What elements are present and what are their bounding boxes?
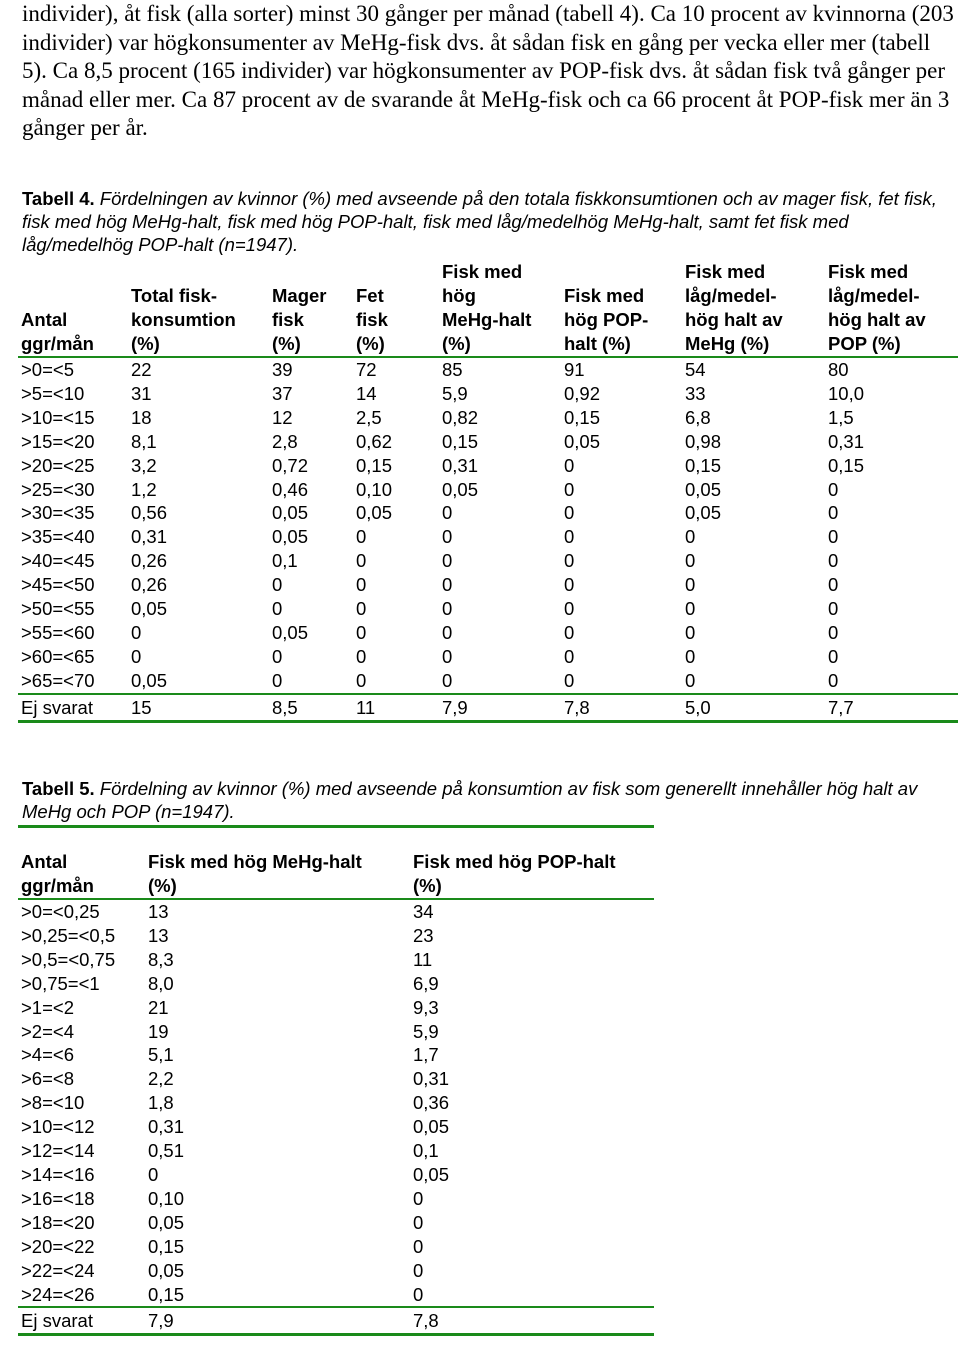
table4-header-line: Antal bbox=[21, 309, 68, 330]
table-row bbox=[18, 1235, 654, 1259]
value-cell: 5,9 bbox=[413, 1020, 439, 1042]
value-cell: 6,8 bbox=[685, 406, 711, 428]
value-cell: 0,05 bbox=[131, 669, 168, 691]
table4-header-line: Total fisk- bbox=[131, 285, 217, 306]
value-cell: 0,15 bbox=[148, 1235, 185, 1257]
table4-header-line: POP (%) bbox=[828, 333, 901, 354]
table-4 bbox=[18, 260, 958, 723]
value-cell: 1,2 bbox=[131, 478, 157, 500]
table-row bbox=[18, 924, 654, 948]
table4-header-line: hög bbox=[442, 285, 476, 306]
row-label-cell: >0=<0,25 bbox=[21, 901, 100, 922]
table4-header-row bbox=[18, 260, 958, 357]
table5-header-col-1 bbox=[145, 850, 410, 899]
value-cell: 0 bbox=[685, 598, 696, 620]
table4-header-line: Fisk med bbox=[828, 261, 909, 282]
value-cell: 11 bbox=[413, 948, 433, 970]
table-row bbox=[18, 1163, 654, 1187]
value-cell: 2,8 bbox=[272, 430, 298, 452]
table4-header-col-4 bbox=[439, 260, 561, 357]
value-cell: 0 bbox=[564, 574, 575, 596]
value-cell: 22 bbox=[131, 359, 152, 380]
value-cell: 12 bbox=[272, 406, 293, 428]
value-cell: 0,05 bbox=[272, 502, 309, 524]
value-cell: 0 bbox=[131, 645, 142, 667]
value-cell: 0 bbox=[413, 1187, 424, 1209]
row-label-cell: >20=<22 bbox=[21, 1235, 95, 1257]
value-cell: 5,1 bbox=[148, 1044, 174, 1066]
value-cell: 0 bbox=[564, 598, 575, 620]
row-label-cell: >10=<15 bbox=[21, 406, 95, 428]
value-cell: 0,05 bbox=[413, 1163, 450, 1185]
table-row bbox=[18, 1259, 654, 1283]
row-label-cell: >10=<12 bbox=[21, 1116, 95, 1138]
row-label-cell: >8=<10 bbox=[21, 1092, 85, 1114]
value-cell: 0,46 bbox=[272, 478, 309, 500]
value-cell: 14 bbox=[356, 382, 377, 404]
table4-header-line: Fisk med bbox=[442, 261, 523, 282]
table4-header-line: låg/medel- bbox=[828, 285, 920, 306]
table-row bbox=[18, 573, 958, 597]
table4-label: Tabell 4. bbox=[22, 188, 95, 209]
value-cell: 1,7 bbox=[413, 1044, 439, 1066]
table-row bbox=[18, 1211, 654, 1235]
value-cell: 0,31 bbox=[442, 454, 479, 476]
table-row bbox=[18, 899, 654, 924]
table4-header-line: hög POP- bbox=[564, 309, 649, 330]
table-row bbox=[18, 406, 958, 430]
value-cell: 0 bbox=[564, 526, 575, 548]
value-cell: 0 bbox=[685, 669, 696, 691]
value-cell: 0 bbox=[272, 574, 283, 596]
value-cell: 0 bbox=[564, 454, 575, 476]
value-cell: 0 bbox=[828, 526, 839, 548]
value-cell: 72 bbox=[356, 359, 377, 380]
value-cell: 0 bbox=[148, 1163, 159, 1185]
row-label-cell: >20=<25 bbox=[21, 454, 95, 476]
row-label-cell: >25=<30 bbox=[21, 478, 95, 500]
table5-header-line: (%) bbox=[413, 875, 442, 896]
value-cell: 0 bbox=[828, 669, 839, 691]
value-cell: 85 bbox=[442, 359, 463, 380]
table4-header-line: ggr/mån bbox=[21, 333, 94, 354]
table4-header-col-6 bbox=[682, 260, 825, 357]
value-cell: 0,15 bbox=[148, 1283, 185, 1305]
value-cell: 0 bbox=[356, 550, 367, 572]
table-row bbox=[18, 1115, 654, 1139]
row-label-cell: >2=<4 bbox=[21, 1020, 74, 1042]
table5-header-line: Fisk med hög MeHg-halt bbox=[148, 851, 362, 872]
value-cell: 0,05 bbox=[564, 430, 601, 452]
table4-header-line: MeHg (%) bbox=[685, 333, 770, 354]
value-cell: 18 bbox=[131, 406, 152, 428]
value-cell: 0 bbox=[442, 598, 453, 620]
table4-header-col-5 bbox=[561, 260, 682, 357]
value-cell: 0,31 bbox=[828, 430, 865, 452]
value-cell: 0 bbox=[685, 621, 696, 643]
value-cell: 0,05 bbox=[148, 1211, 185, 1233]
value-cell: 0,36 bbox=[413, 1092, 450, 1114]
row-label-cell: >0,5=<0,75 bbox=[21, 948, 116, 970]
value-cell: 0 bbox=[442, 621, 453, 643]
value-cell: 0 bbox=[442, 645, 453, 667]
value-cell: 9,3 bbox=[413, 996, 439, 1018]
value-cell: 0 bbox=[356, 645, 367, 667]
value-cell: 0 bbox=[272, 598, 283, 620]
value-cell: 0 bbox=[413, 1211, 424, 1233]
value-cell: 3,2 bbox=[131, 454, 157, 476]
value-cell: 0 bbox=[356, 621, 367, 643]
row-label-cell: >5=<10 bbox=[21, 382, 85, 404]
value-cell: 0 bbox=[356, 669, 367, 691]
table4-header-line: Mager bbox=[272, 285, 327, 306]
value-cell: 0,31 bbox=[148, 1116, 185, 1138]
value-cell: 0 bbox=[356, 526, 367, 548]
table4-header-line: konsumtion bbox=[131, 309, 236, 330]
value-cell: 0,05 bbox=[442, 478, 479, 500]
intro-paragraph bbox=[22, 0, 957, 143]
table-row bbox=[18, 501, 958, 525]
value-cell: 0,05 bbox=[148, 1259, 185, 1281]
row-label-cell: >50=<55 bbox=[21, 598, 95, 620]
value-cell: 0 bbox=[442, 574, 453, 596]
value-cell: 0 bbox=[685, 645, 696, 667]
value-cell: 0 bbox=[685, 526, 696, 548]
table4-header-line: MeHg-halt bbox=[442, 309, 532, 330]
value-cell: 2,5 bbox=[356, 406, 382, 428]
value-cell: 8,3 bbox=[148, 948, 174, 970]
row-label-cell: >35=<40 bbox=[21, 526, 95, 548]
value-cell: 7,9 bbox=[439, 694, 561, 721]
value-cell: 7,9 bbox=[145, 1307, 410, 1334]
value-cell: 0,15 bbox=[442, 430, 479, 452]
value-cell: 0,51 bbox=[148, 1140, 185, 1162]
table5-top-rule bbox=[18, 825, 654, 828]
row-label-cell: >65=<70 bbox=[21, 669, 95, 691]
value-cell: 0 bbox=[272, 645, 283, 667]
value-cell: 8,1 bbox=[131, 430, 157, 452]
value-cell: 13 bbox=[148, 901, 169, 922]
row-label-cell: >40=<45 bbox=[21, 550, 95, 572]
table4-header-col-1 bbox=[128, 260, 269, 357]
value-cell: 5,0 bbox=[682, 694, 825, 721]
value-cell: 0 bbox=[828, 621, 839, 643]
value-cell: 0 bbox=[413, 1235, 424, 1257]
value-cell: 1,8 bbox=[148, 1092, 174, 1114]
row-label-cell: Ej svarat bbox=[18, 694, 128, 721]
table-row bbox=[18, 597, 958, 621]
table5-label: Tabell 5. bbox=[22, 778, 95, 799]
value-cell: 0,05 bbox=[685, 478, 722, 500]
value-cell: 34 bbox=[413, 901, 434, 922]
value-cell: 0 bbox=[442, 526, 453, 548]
table4-body bbox=[18, 357, 958, 721]
value-cell: 0 bbox=[442, 550, 453, 572]
row-label-cell: >1=<2 bbox=[21, 996, 74, 1018]
table-row bbox=[18, 1283, 654, 1308]
table5-header-col-0 bbox=[18, 850, 145, 899]
table-row bbox=[18, 996, 654, 1020]
value-cell: 21 bbox=[148, 996, 169, 1018]
table4-header-line: fisk bbox=[356, 309, 388, 330]
value-cell: 0,56 bbox=[131, 502, 168, 524]
table-row bbox=[18, 525, 958, 549]
value-cell: 0,31 bbox=[131, 526, 168, 548]
table-row-no-answer bbox=[18, 1307, 654, 1334]
value-cell: 0 bbox=[564, 550, 575, 572]
table4-header-line: låg/medel- bbox=[685, 285, 777, 306]
row-label-cell: >0,25=<0,5 bbox=[21, 924, 116, 946]
table4-header-line: Fisk med bbox=[685, 261, 766, 282]
table4-caption-text: Fördelningen av kvinnor (%) med avseende på den totala fiskkonsumtionen och av mager fisk, fet fisk, fisk med hög MeHg-halt, fisk med hög POP-halt, fisk med låg/medelhög MeHg-halt, samt fet fisk med låg/medelhög POP-halt (n=1947). bbox=[22, 188, 937, 255]
value-cell: 0 bbox=[131, 621, 142, 643]
row-label-cell: >12=<14 bbox=[21, 1140, 95, 1162]
value-cell: 7,8 bbox=[410, 1307, 654, 1334]
table-row bbox=[18, 948, 654, 972]
value-cell: 0,10 bbox=[356, 478, 393, 500]
table-row bbox=[18, 357, 958, 382]
table-row bbox=[18, 1067, 654, 1091]
value-cell: 0 bbox=[564, 502, 575, 524]
value-cell: 0 bbox=[564, 645, 575, 667]
table4-header-line: Fisk med bbox=[564, 285, 645, 306]
row-label-cell: >24=<26 bbox=[21, 1283, 95, 1305]
table-row bbox=[18, 478, 958, 502]
table5-header-row bbox=[18, 850, 654, 899]
table-row bbox=[18, 669, 958, 694]
table5-caption bbox=[22, 777, 957, 823]
table5-header-line: Fisk med hög POP-halt bbox=[413, 851, 616, 872]
value-cell: 8,5 bbox=[269, 694, 353, 721]
table4-header-line: halt (%) bbox=[564, 333, 631, 354]
value-cell: 0,62 bbox=[356, 430, 393, 452]
value-cell: 1,5 bbox=[828, 406, 854, 428]
value-cell: 0,15 bbox=[564, 406, 601, 428]
value-cell: 33 bbox=[685, 382, 706, 404]
value-cell: 15 bbox=[128, 694, 269, 721]
table-row bbox=[18, 972, 654, 996]
value-cell: 0,82 bbox=[442, 406, 479, 428]
row-label-cell: >4=<6 bbox=[21, 1044, 74, 1066]
table4-header-col-2 bbox=[269, 260, 353, 357]
table5-header-col-2 bbox=[410, 850, 654, 899]
row-label-cell: >0,75=<1 bbox=[21, 972, 100, 994]
table4-header-line: (%) bbox=[131, 333, 160, 354]
value-cell: 2,2 bbox=[148, 1068, 174, 1090]
value-cell: 0,1 bbox=[413, 1140, 439, 1162]
intro-text: individer), åt fisk (alla sorter) minst 30 gånger per månad (tabell 4). Ca 10 procent av kvinnorna (203 individer) var högkonsumenter av MeHg-fisk dvs. åt sådan fisk en gång per vecka eller mer (tabell 5). Ca 8,5 procent (165 individer) var högkonsumenter av POP-fisk dvs. åt sådan fisk två gånger per månad eller mer. Ca 87 procent av de svarande åt MeHg-fisk och ca 66 procent åt POP-fisk mer än 3 gånger per år. bbox=[22, 1, 954, 141]
table4-caption bbox=[22, 187, 957, 256]
table-row bbox=[18, 1139, 654, 1163]
table4-header-col-0 bbox=[18, 260, 128, 357]
value-cell: 0,92 bbox=[564, 382, 601, 404]
table4-header-line: hög halt av bbox=[828, 309, 926, 330]
value-cell: 11 bbox=[353, 694, 439, 721]
value-cell: 0 bbox=[828, 550, 839, 572]
table4-header-line: (%) bbox=[442, 333, 471, 354]
row-label-cell: Ej svarat bbox=[18, 1307, 145, 1334]
table-row bbox=[18, 430, 958, 454]
table-row bbox=[18, 1187, 654, 1211]
row-label-cell: >22=<24 bbox=[21, 1259, 95, 1281]
value-cell: 0 bbox=[413, 1259, 424, 1281]
value-cell: 23 bbox=[413, 924, 434, 946]
value-cell: 0,31 bbox=[413, 1068, 450, 1090]
value-cell: 0,15 bbox=[828, 454, 865, 476]
value-cell: 0 bbox=[828, 502, 839, 524]
value-cell: 0 bbox=[442, 502, 453, 524]
table-row bbox=[18, 454, 958, 478]
value-cell: 5,9 bbox=[442, 382, 468, 404]
table-row bbox=[18, 1043, 654, 1067]
value-cell: 19 bbox=[148, 1020, 169, 1042]
table4-header-line: (%) bbox=[356, 333, 385, 354]
value-cell: 0 bbox=[442, 669, 453, 691]
table-row bbox=[18, 1020, 654, 1044]
value-cell: 0 bbox=[356, 574, 367, 596]
table-row bbox=[18, 549, 958, 573]
value-cell: 0 bbox=[828, 598, 839, 620]
table4-header-col-7 bbox=[825, 260, 958, 357]
value-cell: 13 bbox=[148, 924, 169, 946]
value-cell: 37 bbox=[272, 382, 293, 404]
table5-header-line: Antal bbox=[21, 851, 68, 872]
value-cell: 54 bbox=[685, 359, 706, 380]
value-cell: 7,7 bbox=[825, 694, 958, 721]
row-label-cell: >55=<60 bbox=[21, 621, 95, 643]
table5-body bbox=[18, 899, 654, 1335]
value-cell: 31 bbox=[131, 382, 152, 404]
row-label-cell: >14=<16 bbox=[21, 1163, 95, 1185]
value-cell: 0,15 bbox=[356, 454, 393, 476]
table4-header-col-3 bbox=[353, 260, 439, 357]
table5-caption-text: Fördelning av kvinnor (%) med avseende på konsumtion av fisk som generellt innehåller hög halt av MeHg och POP (n=1947). bbox=[22, 778, 918, 822]
value-cell: 39 bbox=[272, 359, 293, 380]
table-row bbox=[18, 645, 958, 669]
value-cell: 0 bbox=[564, 478, 575, 500]
value-cell: 80 bbox=[828, 359, 849, 380]
row-label-cell: >45=<50 bbox=[21, 574, 95, 596]
value-cell: 0 bbox=[828, 478, 839, 500]
value-cell: 0,26 bbox=[131, 550, 168, 572]
value-cell: 0 bbox=[272, 669, 283, 691]
value-cell: 0 bbox=[685, 574, 696, 596]
table4-header-line: fisk bbox=[272, 309, 304, 330]
value-cell: 8,0 bbox=[148, 972, 174, 994]
table-row bbox=[18, 1091, 654, 1115]
value-cell: 0,05 bbox=[272, 621, 309, 643]
table5-header-line: ggr/mån bbox=[21, 875, 94, 896]
table-row-no-answer bbox=[18, 694, 958, 721]
value-cell: 0 bbox=[356, 598, 367, 620]
value-cell: 0,72 bbox=[272, 454, 309, 476]
value-cell: 0 bbox=[564, 621, 575, 643]
table5-header-line: (%) bbox=[148, 875, 177, 896]
value-cell: 7,8 bbox=[561, 694, 682, 721]
row-label-cell: >0=<5 bbox=[21, 359, 74, 380]
row-label-cell: >18=<20 bbox=[21, 1211, 95, 1233]
table4-header-line: Fet bbox=[356, 285, 384, 306]
value-cell: 6,9 bbox=[413, 972, 439, 994]
table-row bbox=[18, 621, 958, 645]
table-row bbox=[18, 382, 958, 406]
table-5 bbox=[18, 850, 654, 1336]
value-cell: 0,1 bbox=[272, 550, 298, 572]
value-cell: 0 bbox=[564, 669, 575, 691]
value-cell: 91 bbox=[564, 359, 585, 380]
row-label-cell: >15=<20 bbox=[21, 430, 95, 452]
value-cell: 0 bbox=[413, 1283, 424, 1305]
value-cell: 0,05 bbox=[685, 502, 722, 524]
table4-header-line: hög halt av bbox=[685, 309, 783, 330]
table4-header-line: (%) bbox=[272, 333, 301, 354]
row-label-cell: >16=<18 bbox=[21, 1187, 95, 1209]
row-label-cell: >60=<65 bbox=[21, 645, 95, 667]
value-cell: 0,10 bbox=[148, 1187, 185, 1209]
value-cell: 0,26 bbox=[131, 574, 168, 596]
value-cell: 0,15 bbox=[685, 454, 722, 476]
value-cell: 10,0 bbox=[828, 382, 865, 404]
row-label-cell: >6=<8 bbox=[21, 1068, 74, 1090]
value-cell: 0,05 bbox=[413, 1116, 450, 1138]
value-cell: 0,05 bbox=[131, 598, 168, 620]
value-cell: 0 bbox=[828, 574, 839, 596]
value-cell: 0,05 bbox=[272, 526, 309, 548]
row-label-cell: >30=<35 bbox=[21, 502, 95, 524]
value-cell: 0 bbox=[685, 550, 696, 572]
value-cell: 0,05 bbox=[356, 502, 393, 524]
value-cell: 0,98 bbox=[685, 430, 722, 452]
value-cell: 0 bbox=[828, 645, 839, 667]
